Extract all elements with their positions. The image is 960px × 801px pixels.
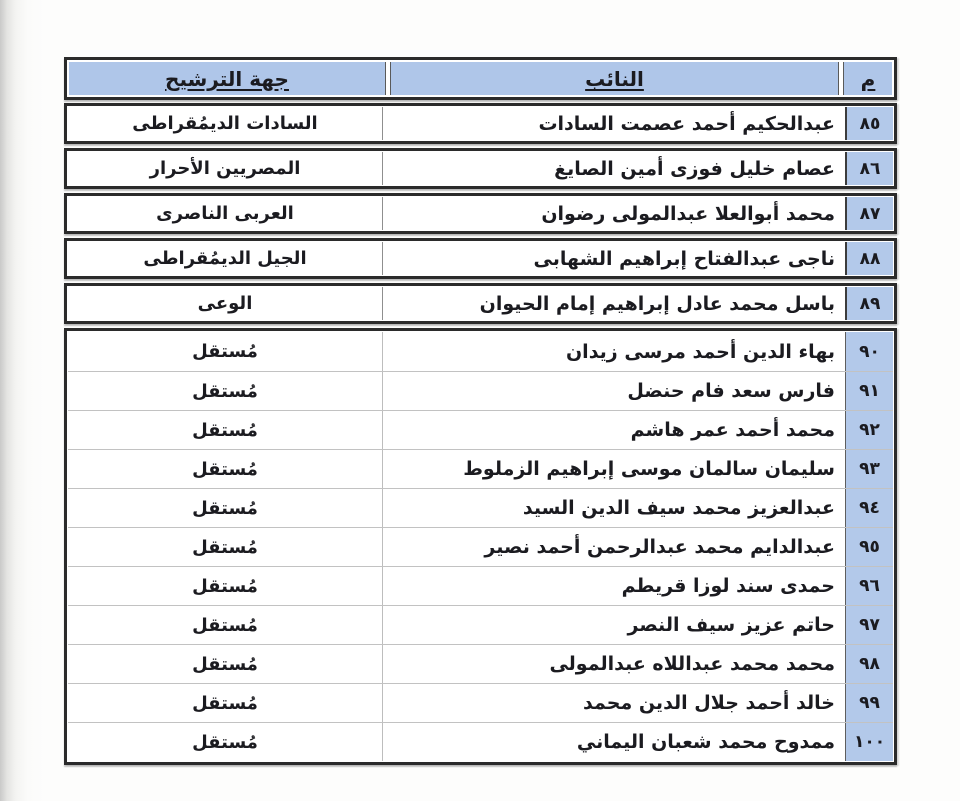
table-row (64, 193, 897, 234)
header-deputy-column: النائب (391, 62, 838, 95)
table-row (64, 148, 897, 189)
nomination-party-cell: مُستقل (192, 419, 258, 441)
row-number-cell: ٩١ (845, 372, 893, 410)
row-number-cell: ٨٦ (845, 152, 893, 185)
table-row (68, 722, 893, 761)
deputy-name-cell: فارس سعد فام حنضل (382, 372, 845, 410)
nomination-party-cell: الجيل الديمُقراطى (143, 248, 307, 269)
row-number-cell: ٩٧ (845, 606, 893, 644)
header-number-column: م (844, 62, 892, 95)
nomination-party-cell: مُستقل (192, 614, 258, 636)
nomination-party-cell: مُستقل (192, 575, 258, 597)
nomination-party-cell: المصريين الأحرار (149, 158, 301, 179)
deputies-table (64, 57, 897, 765)
deputy-name-cell: عصام خليل فوزى أمين الصايغ (382, 152, 845, 185)
row-number-cell: ٨٥ (845, 107, 893, 140)
deputy-name-cell: سليمان سالمان موسى إبراهيم الزملوط (382, 450, 845, 488)
nomination-party-cell: الوعى (197, 293, 253, 314)
deputy-name-cell: خالد أحمد جلال الدين محمد (382, 684, 845, 722)
table-row (68, 371, 893, 410)
row-number-cell: ٨٧ (845, 197, 893, 230)
row-number-cell: ٩٣ (845, 450, 893, 488)
table-row (68, 410, 893, 449)
table-row (68, 332, 893, 371)
row-number-cell: ٩٩ (845, 684, 893, 722)
deputy-name-cell: حاتم عزيز سيف النصر (382, 606, 845, 644)
row-number-cell: ٩٥ (845, 528, 893, 566)
table-header-row (64, 57, 897, 100)
nomination-party-cell: مُستقل (192, 341, 258, 362)
deputy-name-cell: بهاء الدين أحمد مرسى زيدان (382, 332, 845, 371)
nomination-party-cell: مُستقل (192, 497, 258, 519)
table-row (68, 644, 893, 683)
header-column-divider (838, 62, 844, 95)
table-row (64, 283, 897, 324)
deputy-name-cell: ناجى عبدالفتاح إبراهيم الشهابى (382, 242, 845, 275)
nomination-party-cell: العربى الناصرى (156, 203, 294, 224)
nomination-party-cell: السادات الديمُقراطى (132, 113, 318, 134)
table-row (64, 238, 897, 279)
nomination-party-cell: مُستقل (192, 458, 258, 480)
deputy-name-cell: عبدالدايم محمد عبدالرحمن أحمد نصير (382, 528, 845, 566)
deputy-name-cell: محمد محمد عبداللاه عبدالمولى (382, 645, 845, 683)
nomination-party-cell: مُستقل (192, 692, 258, 714)
nomination-party-cell: مُستقل (192, 536, 258, 558)
table-row (68, 566, 893, 605)
deputy-name-cell: محمد أبوالعلا عبدالمولى رضوان (382, 197, 845, 230)
nomination-party-cell: مُستقل (192, 653, 258, 675)
table-row (68, 527, 893, 566)
independents-rows-section (64, 328, 897, 765)
deputy-name-cell: عبدالحكيم أحمد عصمت السادات (382, 107, 845, 140)
header-column-divider (385, 62, 391, 95)
nomination-party-cell: مُستقل (192, 380, 258, 402)
row-number-cell: ٩٦ (845, 567, 893, 605)
row-number-cell: ٩٤ (845, 489, 893, 527)
table-row (64, 103, 897, 144)
nomination-party-cell: مُستقل (192, 731, 258, 753)
row-number-cell: ٩٨ (845, 645, 893, 683)
table-row (68, 488, 893, 527)
deputy-name-cell: باسل محمد عادل إبراهيم إمام الحيوان (382, 287, 845, 320)
row-number-cell: ٩٢ (845, 411, 893, 449)
header-nomination-column: جهة الترشيح (69, 62, 385, 95)
deputy-name-cell: عبدالعزيز محمد سيف الدين السيد (382, 489, 845, 527)
row-number-cell: ١٠٠ (845, 723, 893, 761)
deputy-name-cell: ممدوح محمد شعبان اليماني (382, 723, 845, 761)
table-row (68, 683, 893, 722)
deputy-name-cell: محمد أحمد عمر هاشم (382, 411, 845, 449)
table-row (68, 449, 893, 488)
boxed-rows-section (64, 103, 897, 324)
row-number-cell: ٨٩ (845, 287, 893, 320)
row-number-cell: ٨٨ (845, 242, 893, 275)
deputy-name-cell: حمدى سند لوزا قريطم (382, 567, 845, 605)
table-row (68, 605, 893, 644)
row-number-cell: ٩٠ (845, 332, 893, 371)
